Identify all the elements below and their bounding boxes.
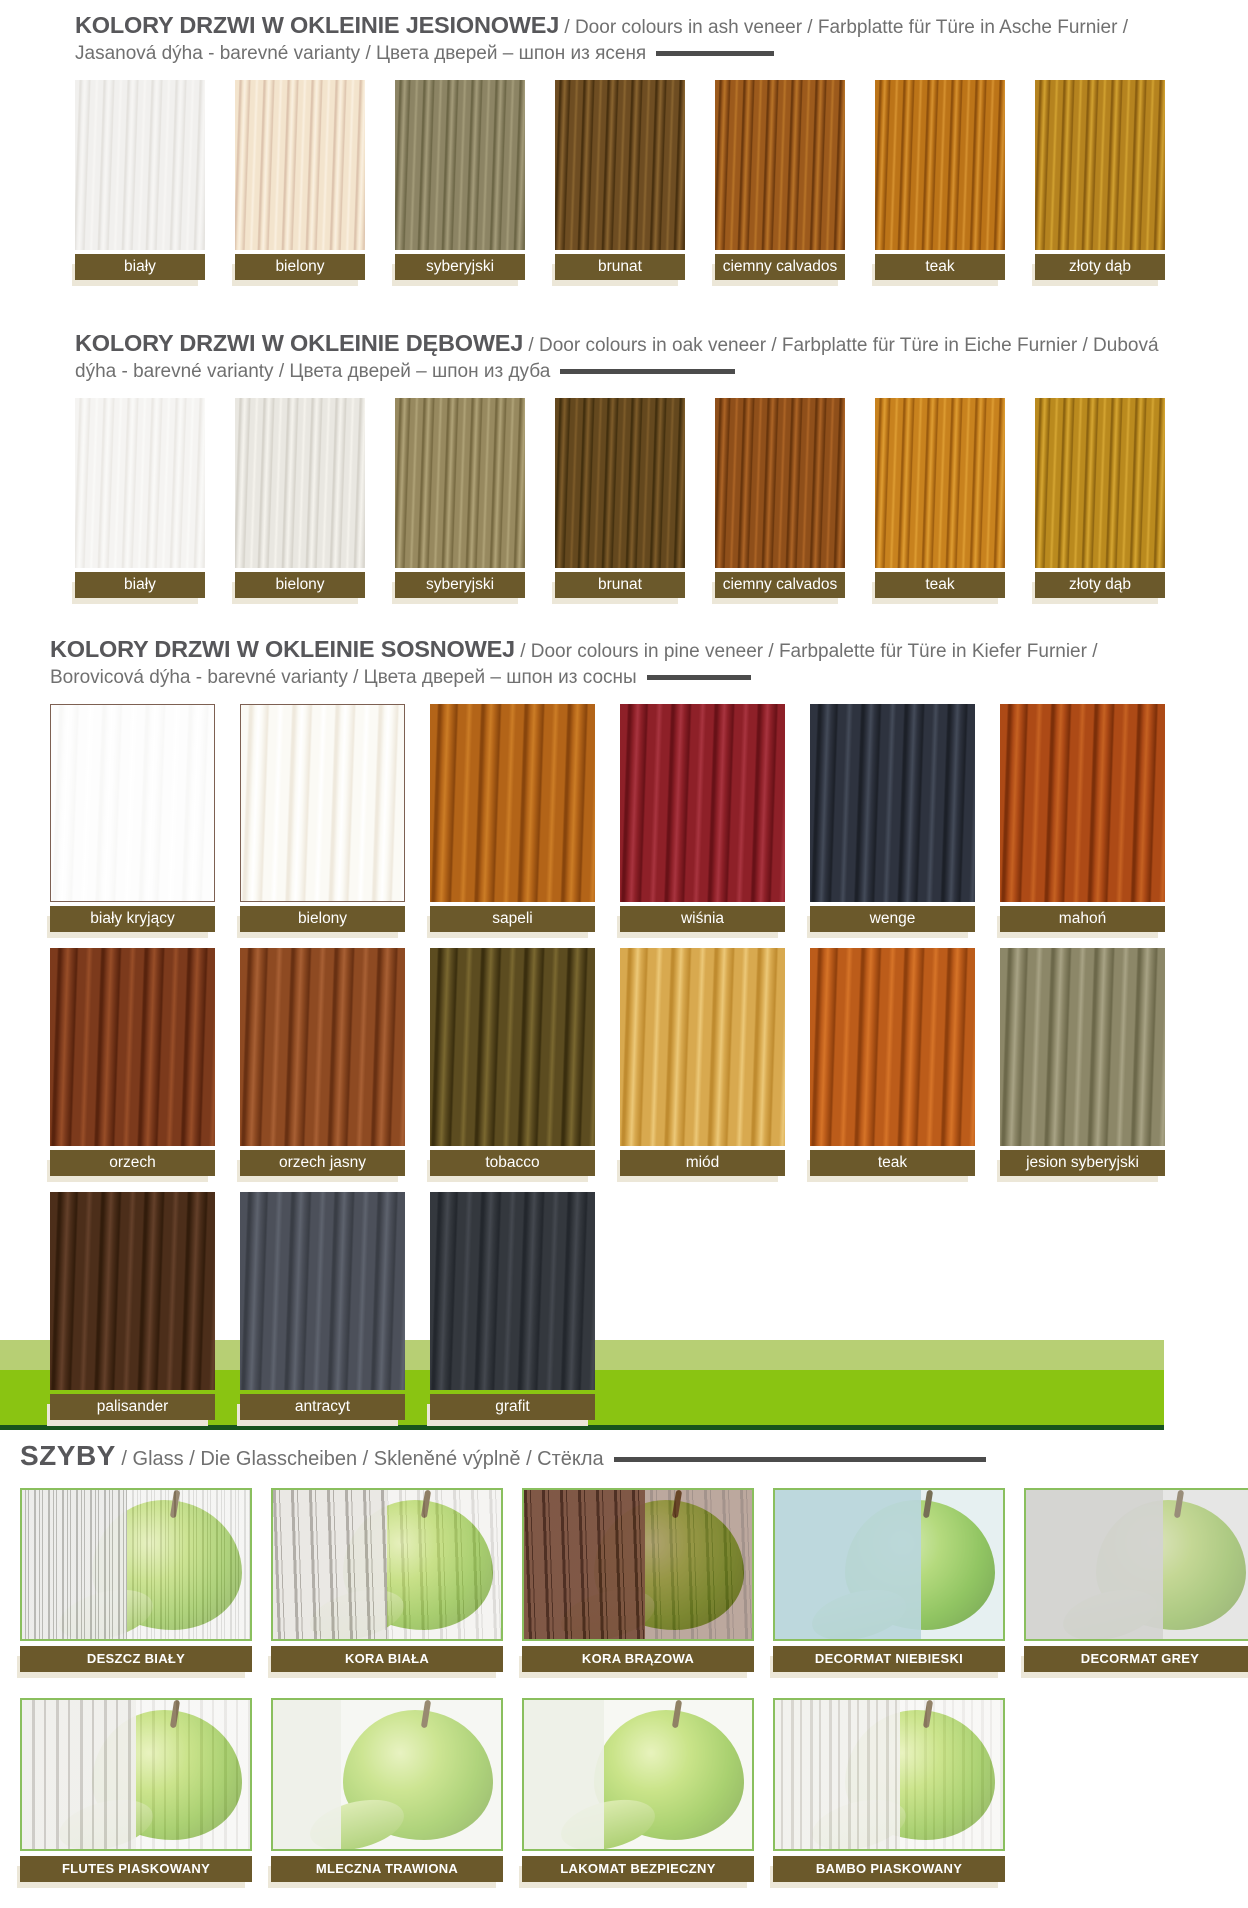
veneer-swatch-item — [555, 398, 685, 598]
veneer-swatch — [395, 398, 525, 568]
swatch-row — [50, 704, 1248, 932]
glass-tile — [1024, 1488, 1248, 1641]
veneer-swatch-item — [430, 704, 595, 932]
section-oak-veneer — [0, 328, 1248, 598]
veneer-swatch — [1035, 398, 1165, 568]
section-pine-veneer — [0, 634, 1248, 1420]
swatch-label: teak — [875, 572, 1005, 598]
swatch-label: orzech jasny — [240, 1150, 405, 1176]
glass-label: DESZCZ BIAŁY — [20, 1646, 252, 1672]
glass-label: KORA BIAŁA — [271, 1646, 503, 1672]
section-glass-title: SZYBY — [20, 1440, 116, 1472]
swatch-label: bielony — [235, 254, 365, 280]
glass-item — [773, 1488, 1005, 1672]
veneer-swatch — [620, 704, 785, 902]
veneer-swatch-item — [240, 948, 405, 1176]
swatch-label: ciemny calvados — [715, 572, 845, 598]
glass-opaque-strip — [524, 1490, 645, 1639]
swatch-label: złoty dąb — [1035, 572, 1165, 598]
veneer-swatch — [715, 80, 845, 250]
veneer-swatch-item — [875, 80, 1005, 280]
swatch-label: tobacco — [430, 1150, 595, 1176]
oak-swatch-rows — [75, 398, 1248, 598]
veneer-swatch-item — [620, 948, 785, 1176]
swatch-label: jesion syberyjski — [1000, 1150, 1165, 1176]
glass-opaque-strip — [775, 1490, 921, 1639]
glass-item — [271, 1488, 503, 1672]
veneer-swatch-item — [50, 948, 215, 1176]
glass-opaque-strip — [775, 1700, 900, 1849]
glass-tile — [271, 1698, 503, 1851]
veneer-swatch-item — [235, 398, 365, 598]
swatch-label: syberyjski — [395, 572, 525, 598]
veneer-swatch — [395, 80, 525, 250]
veneer-swatch-item — [395, 80, 525, 280]
swatch-label: mahoń — [1000, 906, 1165, 932]
glass-item — [522, 1698, 754, 1882]
veneer-swatch-item — [1000, 704, 1165, 932]
veneer-swatch — [235, 80, 365, 250]
section-pine-subtitle: / Door colours in pine veneer / Farbpalette für Türe in Kiefer Furnier / Borovicová dýha - barevné varianty / Цвета дверей – шпон из сосны — [50, 641, 1098, 689]
veneer-swatch — [1000, 704, 1165, 902]
glass-item — [271, 1698, 503, 1882]
swatch-label: wiśnia — [620, 906, 785, 932]
glass-tile — [773, 1698, 1005, 1851]
glass-label: BAMBO PIASKOWANY — [773, 1856, 1005, 1882]
veneer-swatch — [75, 80, 205, 250]
swatch-label: brunat — [555, 254, 685, 280]
veneer-swatch — [620, 948, 785, 1146]
glass-label: MLECZNA TRAWIONA — [271, 1856, 503, 1882]
veneer-swatch-item — [1035, 80, 1165, 280]
swatch-row — [50, 948, 1248, 1176]
veneer-swatch-item — [430, 1192, 595, 1420]
swatch-label: palisander — [50, 1394, 215, 1420]
section-pine-title: KOLORY DRZWI W OKLEINIE SOSNOWEJ — [50, 636, 515, 663]
section-oak-subtitle: / Door colours in oak veneer / Farbplatte für Türe in Eiche Furnier / Dubová dýha - barevné varianty / Цвета дверей – шпон из дуба — [75, 335, 1159, 383]
veneer-swatch — [240, 1192, 405, 1390]
swatch-label: antracyt — [240, 1394, 405, 1420]
glass-rows — [20, 1488, 1248, 1882]
glass-tile — [773, 1488, 1005, 1641]
swatch-label: teak — [810, 1150, 975, 1176]
veneer-swatch — [555, 80, 685, 250]
glass-row — [20, 1698, 1248, 1882]
veneer-swatch-item — [240, 1192, 405, 1420]
swatch-label: ciemny calvados — [715, 254, 845, 280]
veneer-swatch — [1000, 948, 1165, 1146]
glass-tile — [271, 1488, 503, 1641]
glass-item — [20, 1488, 252, 1672]
veneer-swatch-item — [1000, 948, 1165, 1176]
swatch-label: biały — [75, 572, 205, 598]
veneer-swatch-item — [715, 80, 845, 280]
heading-rule — [614, 1457, 986, 1462]
swatch-label: miód — [620, 1150, 785, 1176]
veneer-swatch-item — [875, 398, 1005, 598]
swatch-label: bielony — [235, 572, 365, 598]
veneer-swatch-item — [430, 948, 595, 1176]
veneer-swatch — [430, 948, 595, 1146]
swatch-label: biały kryjący — [50, 906, 215, 932]
veneer-swatch-item — [395, 398, 525, 598]
veneer-swatch-item — [50, 704, 215, 932]
veneer-swatch-item — [1035, 398, 1165, 598]
glass-opaque-strip — [524, 1700, 604, 1849]
veneer-swatch — [235, 398, 365, 568]
veneer-swatch-item — [620, 704, 785, 932]
glass-tile — [522, 1488, 754, 1641]
swatch-label: orzech — [50, 1150, 215, 1176]
veneer-swatch — [240, 948, 405, 1146]
glass-label: DECORMAT NIEBIESKI — [773, 1646, 1005, 1672]
veneer-swatch — [430, 704, 595, 902]
swatch-row — [75, 80, 1248, 280]
veneer-swatch — [240, 704, 405, 902]
veneer-swatch — [50, 948, 215, 1146]
section-oak-title: KOLORY DRZWI W OKLEINIE DĘBOWEJ — [75, 330, 524, 357]
section-oak-heading — [75, 328, 1160, 384]
veneer-swatch — [810, 948, 975, 1146]
veneer-swatch-item — [75, 80, 205, 280]
swatch-label: biały — [75, 254, 205, 280]
glass-opaque-strip — [22, 1700, 136, 1849]
swatch-label: brunat — [555, 572, 685, 598]
veneer-swatch — [715, 398, 845, 568]
swatch-label: złoty dąb — [1035, 254, 1165, 280]
swatch-row — [75, 398, 1248, 598]
veneer-swatch-item — [715, 398, 845, 598]
glass-label: LAKOMAT BEZPIECZNY — [522, 1856, 754, 1882]
heading-rule — [560, 369, 735, 374]
veneer-swatch — [1035, 80, 1165, 250]
glass-opaque-strip — [1026, 1490, 1163, 1639]
glass-label: KORA BRĄZOWA — [522, 1646, 754, 1672]
swatch-label: bielony — [240, 906, 405, 932]
swatch-label: wenge — [810, 906, 975, 932]
veneer-swatch-item — [555, 80, 685, 280]
glass-item — [522, 1488, 754, 1672]
veneer-swatch — [555, 398, 685, 568]
glass-item — [20, 1698, 252, 1882]
swatch-label: sapeli — [430, 906, 595, 932]
glass-tile — [522, 1698, 754, 1851]
veneer-swatch — [430, 1192, 595, 1390]
glass-label: DECORMAT GREY — [1024, 1646, 1248, 1672]
section-ash-subtitle: / Door colours in ash veneer / Farbplatte für Türe in Asche Furnier / Jasanová dýha - barevné varianty / Цвета дверей – шпон из ясеня — [75, 17, 1128, 65]
veneer-swatch-item — [235, 80, 365, 280]
glass-row — [20, 1488, 1248, 1672]
glass-opaque-strip — [273, 1700, 341, 1849]
glass-opaque-strip — [22, 1490, 127, 1639]
glass-label: FLUTES PIASKOWANY — [20, 1856, 252, 1882]
glass-opaque-strip — [273, 1490, 387, 1639]
veneer-swatch — [875, 398, 1005, 568]
glass-tile — [20, 1488, 252, 1641]
ash-swatch-rows — [75, 80, 1248, 280]
glass-tile — [20, 1698, 252, 1851]
veneer-swatch-item — [50, 1192, 215, 1420]
swatch-row — [50, 1192, 1248, 1420]
swatch-label: syberyjski — [395, 254, 525, 280]
section-glass-heading — [20, 1440, 1248, 1472]
section-pine-heading — [50, 634, 1135, 690]
veneer-swatch — [810, 704, 975, 902]
section-glass-subtitle: / Glass / Die Glasscheiben / Skleněné výplně / Стёкла — [115, 1448, 604, 1471]
swatch-label: teak — [875, 254, 1005, 280]
veneer-swatch — [50, 1192, 215, 1390]
veneer-swatch-item — [75, 398, 205, 598]
pine-swatch-rows — [50, 704, 1248, 1420]
section-glass — [0, 1440, 1248, 1882]
swatch-label: grafit — [430, 1394, 595, 1420]
veneer-swatch-item — [810, 704, 975, 932]
veneer-swatch — [875, 80, 1005, 250]
section-ash-veneer — [0, 0, 1248, 280]
glass-item — [1024, 1488, 1248, 1672]
section-ash-title: KOLORY DRZWI W OKLEINIE JESIONOWEJ — [75, 12, 560, 38]
veneer-swatch — [50, 704, 215, 902]
veneer-swatch-item — [240, 704, 405, 932]
veneer-swatch — [75, 398, 205, 568]
section-ash-heading — [75, 10, 1160, 66]
heading-rule — [656, 51, 774, 56]
veneer-swatch-item — [810, 948, 975, 1176]
heading-rule — [647, 675, 751, 680]
glass-item — [773, 1698, 1005, 1882]
